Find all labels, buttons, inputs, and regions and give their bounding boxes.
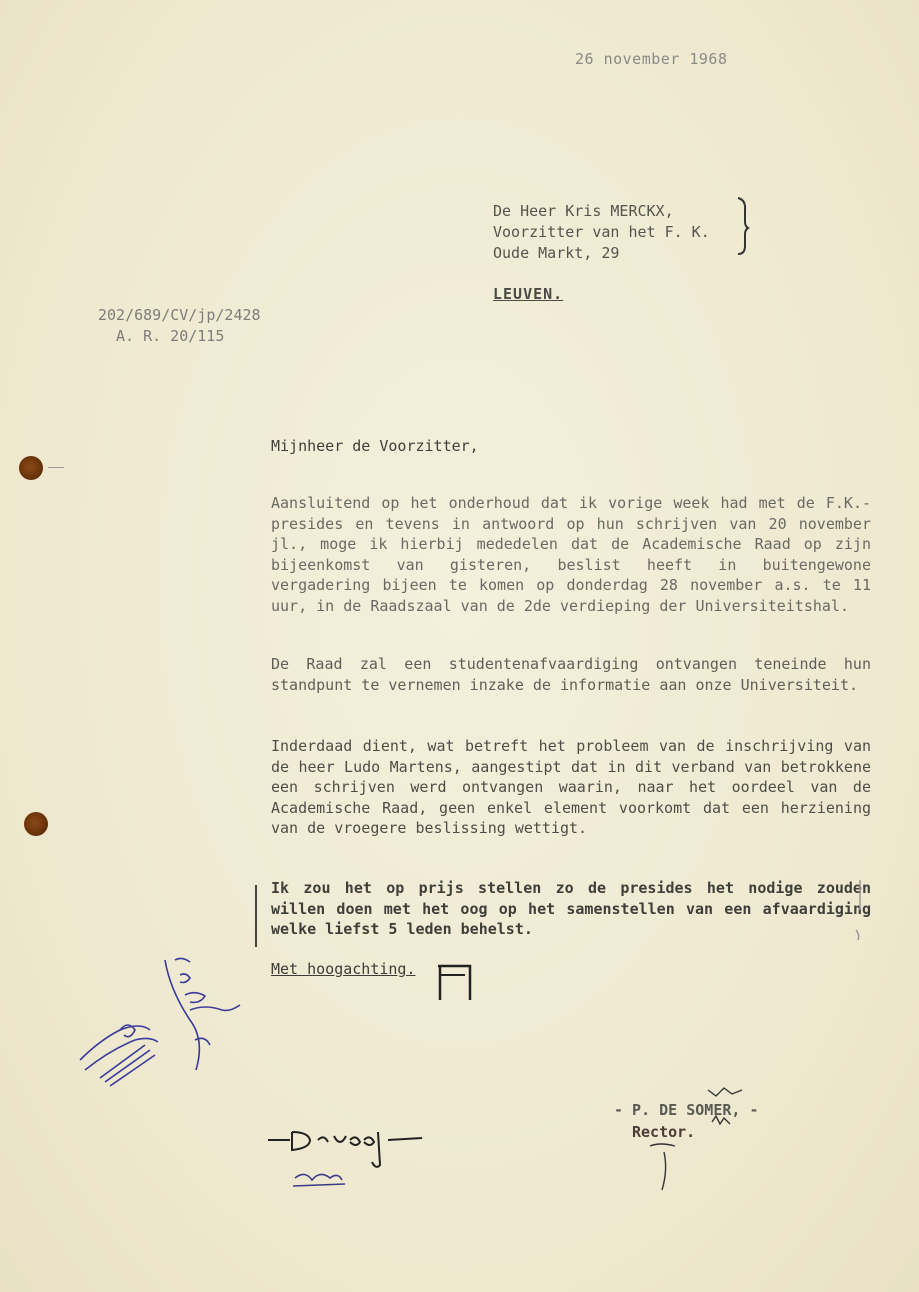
letter-date: 26 november 1968 xyxy=(575,50,728,68)
closing-text: Met hoogachting. xyxy=(271,960,416,978)
closing-bracket-mark xyxy=(438,966,470,1000)
salutation: Mijnheer de Voorzitter, xyxy=(271,437,479,455)
addressee-line: Oude Markt, 29 xyxy=(493,244,620,262)
addressee-city: LEUVEN. xyxy=(493,285,564,303)
blue-ink-annotation xyxy=(293,1174,345,1186)
handwritten-initials xyxy=(268,1132,422,1167)
margin-bracket-mark xyxy=(856,880,860,940)
signer-name: - P. DE SOMER, - xyxy=(614,1101,759,1119)
reference-number: A. R. 20/115 xyxy=(116,327,225,345)
reference-number: 202/689/CV/jp/2428 xyxy=(98,306,261,324)
addressee-line: De Heer Kris MERCKX, xyxy=(493,202,674,220)
signer-title: Rector. xyxy=(632,1123,696,1141)
body-paragraph: Aansluitend op het onderhoud dat ik vorige week had met de F.K.-presides en tevens in antwoord op hun schrijven van 20 november jl., moge ik hierbij mededelen dat de Academische Raad op zijn bijeenkomst van gisteren, beslist heeft in buitengewone vergadering bijeen te komen op donderdag 28 november a.s. te 11 uur, in de Raadszaal van de 2de verdieping der Universiteitshal. xyxy=(271,494,871,615)
body-paragraph: Inderdaad dient, wat betreft het probleem van de inschrijving van de heer Ludo Martens, aangestipt dat in dit verband van betrokkene een schrijven werd ontvangen waarin, naar het oordeel van de Academische Raad, geen enkel element voorkomt dat een herziening van de vroegere beslissing wettigt. xyxy=(271,737,871,837)
body-paragraph: Ik zou het op prijs stellen zo de presides het nodige zouden willen doen met het oog op het samenstellen van een afvaardiging welke liefst 5 leden behelst. xyxy=(271,879,871,938)
signature-flourish xyxy=(650,1088,742,1190)
body-paragraph: De Raad zal een studentenafvaardiging ontvangen teneinde hun standpunt te vernemen inzake de informatie aan onze Universiteit. xyxy=(271,655,871,694)
blue-ink-annotation xyxy=(80,958,240,1086)
addressee-line: Voorzitter van het F. K. xyxy=(493,223,710,241)
